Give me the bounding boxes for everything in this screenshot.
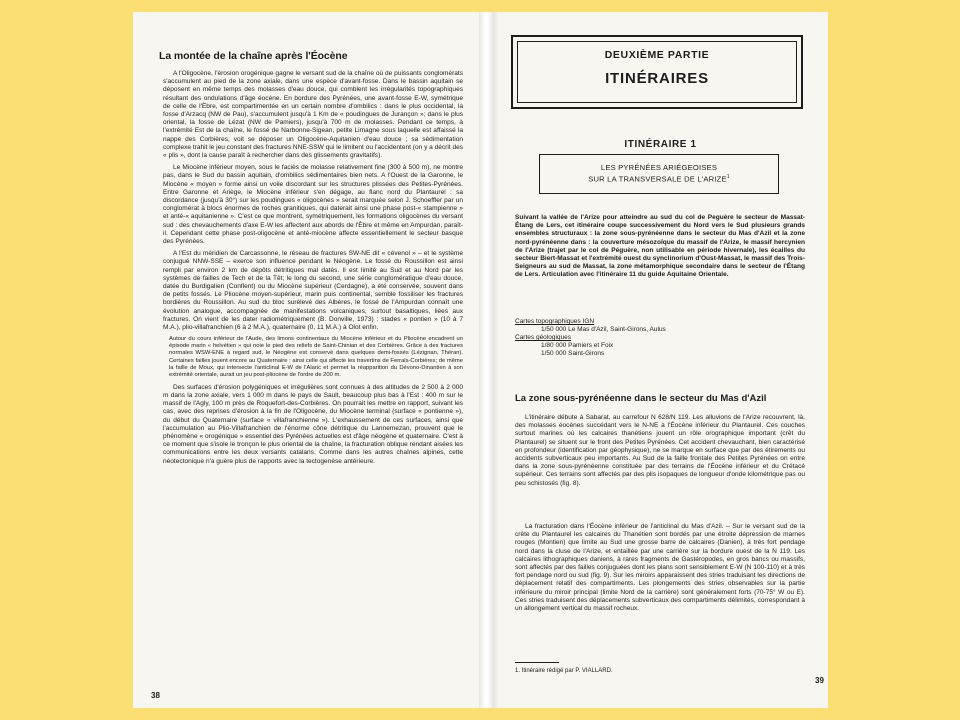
itinerary-label: ITINÉRAIRE 1 (624, 139, 697, 150)
map-references (515, 318, 805, 358)
book-spread (133, 12, 828, 708)
itinerary-subtitle-line-2 (540, 174, 778, 184)
right-page (493, 12, 828, 708)
paragraph: A l'Oligocène, l'érosion orogénique gagne le versant sud de la chaîne où de puissants conglomérats s'accumulent au pied de la zone axiale, dans une espèce d'avant-fosse. Dans le bassin aquitain se déposent en même temps des molasses d'eau douce, qui comblent les irrégularités topographiques résultant des ondulations d'âge éocène. En bordure des Pyrénées, une avant-fosse E-W, symétrique de celle de l'Èbre, est compartimentée en un certain nombre d'ombilics : dans le plus occidental, la fosse d'Arzacq (NW de Pau), s'accumulent jusqu'à 1 Km de « poudingues de Jurançon »; dans le plus oriental, la fosse de Lézat (NW de Pamiers), jusqu'à 700 m de molasses. Pendant ce temps, à l'extrémité Est de la chaîne, le fossé de Narbonne-Sigean, petite Limagne sous laquelle est affaissé la nappe des Corbières, voit se déposer un Oligocène-Aquitanien d'eau douce ; sa sédimentation complexe trahit le jeu constant des fractures NNE-SSW qui le limitent ou l'accidentent (on y a décrit des « plis », dont la cause paraît à rechercher dans des glissements gravitatifs). (163, 70, 463, 160)
topo-map-item: 1/50 000 Le Mas d'Azil, Saint-Girons, Aulus (541, 326, 666, 333)
paragraph: L'itinéraire débute à Sabarat, au carrefour N 628/N 119. Les alluvions de l'Arize recouvrent, là, des molasses éocènes succédant vers le N-NE à l'Éocène inférieur du Plantaurel. Ces couches surtout marines où les calcaires thanétiens jouent un rôle orographique important (crêt du Plantaurel) se situent sur le front des Petites Pyrénées. Cet accident chevauchant, bien caractérisé en profondeur (identification par géophysique), ne se marque en surface que par des étirements ou accidents subverticaux peu importants. Au Sud de la faille frontale des Petites Pyrénées on entre dans la zone sous-pyrénéenne constituée par des terrains de l'Éocène inférieur et du Crétacé supérieur. Ces terrains sont affectés par des plis isopaques de longueur d'onde kilométrique pas ou peu schistosés (fig. 8). (515, 414, 805, 487)
right-text-2 (515, 523, 805, 617)
geo-map-item: 1/80 000 Pamiers et Foix (541, 342, 614, 349)
section-title: La zone sous-pyrénéenne dans le secteur du Mas d'Azil (515, 393, 767, 404)
left-page (133, 12, 479, 708)
paragraph: Le Miocène inférieur moyen, sous le faciès de molasse relativement fine (300 à 500 m), ne montre pas, dans le Sud du bassin aquitain, d'ombilics sédimentaires bien nets. A l'Ouest de la Garonne, le Miocène « moyen » forme ainsi un voile discordant sur les structures plissées des Petites-Pyrénées. Entre Garonne et Ariège, le Miocène inférieur s'en dégage, au flanc nord du Plantaurel : sa discordance (jusqu'à 30°) sur les poudingues « oligocènes » serait marquée selon J. Schoeffler par un conglomérat à blocs énormes de roches granitiques, qui daterait ainsi une phase post-« stampienne » et anté-« aquitanienne ». C'est ce que montrent, symétriquement, les formations oligocènes du versant sud : des chevauchements d'axe E-W les affectent aux abords de l'Èbre et même en Ampurdan, paraît-il. Cependant cette phase post-oligocène et anté-miocène affecte essentiellement le secteur basque des Pyrénées. (163, 164, 463, 246)
geo-map-item: 1/50 000 Saint-Girons (541, 350, 605, 357)
page-title: La montée de la chaîne après l'Éocène (159, 50, 348, 62)
small-paragraph: Autour du cours inférieur de l'Aude, des limons continentaux du Miocène inférieur et du Pliocène encadrent un épisode marin « helvétien » qui noie le pied des reliefs de Saint-Chinian et des Corbières. Grâce à des fractures normales WSW-ENE à regard sud, le Néogène est conservé dans quelques demi-fossés (Lézignan, Théran). Certaines failles jouent encore au Quaternaire : ainsi celle qui affecte les travertins de Ferrals-Corbières; de même la faille de Moux, qui intersecte l'anticlinal E-W de l'Alaric et permet la réapparition du Dévono-Dinantien à son extrémité orientale, aurait un jeu post-pliocène de l'ordre de 200 m. (169, 336, 463, 378)
book-gutter (479, 12, 493, 708)
itinerary-subtitle-line-1: LES PYRÉNÉES ARIÉGEOISES (600, 163, 718, 172)
footnote-marker: 1 (726, 174, 730, 180)
page-number: 38 (151, 691, 160, 700)
footnote: 1. Itinéraire rédigé par P. VIALLARD. (515, 668, 613, 674)
left-text (163, 70, 463, 470)
topo-maps-heading: Cartes topographiques IGN (515, 318, 595, 325)
part-title-box (511, 35, 803, 109)
paragraph: A l'Est du méridien de Carcassonne, le réseau de fractures SW-NE dit « cévenol » – et le système conjugué NNW-SSE – exerce son influence pendant le Néogène. Le fossé du Roussillon est ainsi rempli par environ 2 km de dépôts détritiques mal datés. Il est limité au Sud et au Nord par les systèmes de failles de Tech et de la Têt; le long du second, une série conglomératique d'eau douce, datée du Burdigalien (Conflent) ou du Miocène supérieur (Cerdagne), a été conservée, souvent dans de petits fossés. Le Pliocène moyen-supérieur, marin puis continental, semble fossiliser les fractures bordières du Roussillon. Au sud du bloc surélevé des Albères, le fossé de l'Ampurdan connaît une évolution analogue, accompagnée de manifestations volcaniques, surtout basaltiques, liées aux fractures. On vient de les dater radiométriquement (B. Donville, 1973) : stades « pontien » (10 à 7 M.A.), plio-villafranchien (6 à 2 M.A.), quaternaire (0, 11 M.A.) à Olot enfin. (163, 250, 463, 332)
itinerary-intro: Suivant la vallée de l'Arize pour atteindre au sud du col de Peguère le secteur de Massat-Étang de Lers, cet itinéraire coupe successivement du Nord vers le Sud plusieurs grands ensembles structuraux : la zone sous-pyrénéenne dans le secteur du Mas d'Azil et la zone nord-pyrénéenne dans : la couverture mésozoïque du massif de l'Arize, le massif hercynien de l'Arize (trajet par le col de Péguère, non utilisable en période hivernale), les écailles du secteur Biert-Massat et l'extrémité ouest du synclinorium d'Oust-Massat, le massif des Trois-Seigneurs au sud de Massat, la zone métamorphique secondaire dans le secteur de l'Étang de Lers. Articulation avec l'itinéraire 11 du guide Aquitaine Orientale. (515, 214, 805, 279)
paragraph: Des surfaces d'érosion polygéniques et irrégulières sont connues à des altitudes de 2 500 à 2 000 m dans la zone axiale, vers 1 000 m dans le pays de Sault, beaucoup plus bas à l'Est : 400 m sur le massif de l'Agly, 100 m près de Roquefort-des-Corbières. On pourrait les mettre en rapport, suivant les cas, avec des reprises d'érosion à la fin de l'Oligocène, du Miocène terminal (surface « pontienne »), du début du Quaternaire (surface « villafranchienne »). L'exhaussement de ces surfaces, ainsi que l'accumulation au Plio-Villafranchien de l'énorme cône détritique du Lannemezan, prouvent que le phénomène « orogénique » essentiel des Pyrénées actuelles est d'âge néogène et quaternaire. C'est à ce moment que s'isole le tronçon le plus oriental de la chaîne, la fracturation oblique rendant aisées les communications entre les deux versants catalans. Comme dans les autres chaînes alpines, cette néotectonique n'a guère plus de rapports avec la tectogenèse antérieure. (163, 383, 463, 465)
itinerary-subtitle-text: SUR LA TRANSVERSALE DE L'ARIZE (588, 174, 727, 184)
page-number: 39 (815, 676, 824, 685)
geo-maps-heading: Cartes géologiques (515, 334, 572, 341)
itinerary-subtitle-box (539, 154, 779, 194)
page-shadow (493, 12, 499, 708)
right-text-1 (515, 414, 805, 492)
footnote-divider (515, 662, 559, 663)
part-title: ITINÉRAIRES (605, 70, 709, 87)
paragraph: La fracturation dans l'Éocène inférieur de l'anticlinal du Mas d'Azil. – Sur le versant sud de la crête du Plantaurel les calcaires du Thanétien sont bordés par une étroite dépression de marnes rouges (Montien) que limite au Sud une grosse barre de calcaires (Danien), à très fort pendage nord dans la cluse de l'Arize, et entaillée par une carrière sur la bordure ouest de la N 119. Les calcaires lithographiques daniens, à rares fragments de Gastéropodes, en gros bancs ou massifs, sont affectés par des failles conjuguées dont les plans sont sensiblement E-W (N 100-110) et à très fort pendage nord ou sud (fig. 9). Sur les miroirs apparaissent des stries traduisant les directions de déplacement relatif des compartiments. Les plongements des stries observables sur la partie inférieure du miroir principal (limite Nord de la carrière) sont généralement forts (70-75° W ou E). Ces stries traduisent des déplacements subverticaux des compartiments délimités, correspondant à un allongement vertical du massif rocheux. (515, 523, 805, 613)
part-label: DEUXIÈME PARTIE (604, 49, 710, 61)
